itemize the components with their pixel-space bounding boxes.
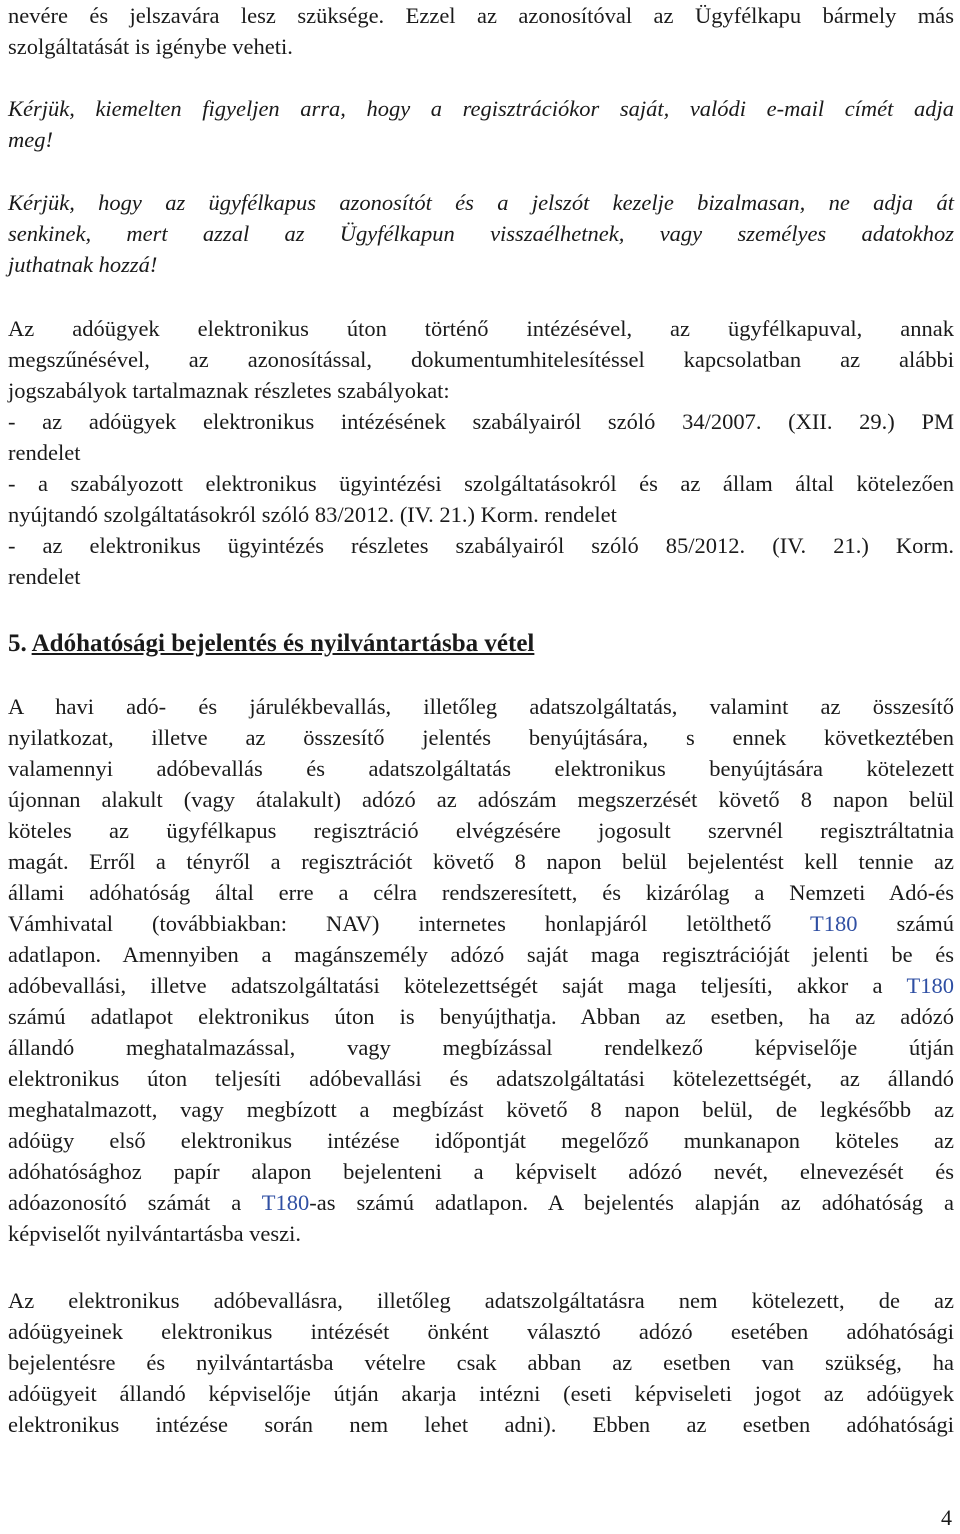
text-line: Kérjük, kiemelten figyeljen arra, hogy a regisztrációkor saját, valódi e-mail címét adja <box>8 96 954 121</box>
page-number: 4 <box>941 1505 952 1530</box>
text-line: nyújtandó szolgáltatásokról szóló 83/2012. (IV. 21.) Korm. rendelet <box>8 502 617 527</box>
text-line: rendelet <box>8 440 81 465</box>
text-line: állandó meghatalmazással, vagy megbízással rendelkező képviselője útján <box>8 1035 954 1060</box>
text-line: nevére és jelszavára lesz szüksége. Ezzel az azonosítóval az Ügyfélkapu bármely más <box>8 3 954 28</box>
legislation-item: - az elektronikus ügyintézés részletes szabályairól szóló 85/2012. (IV. 21.) Korm. <box>8 533 954 558</box>
text-line: senkinek, mert azzal az Ügyfélkapun visszaélhetnek, vagy személyes adatokhoz <box>8 221 954 246</box>
text-line: adóbevallási, illetve adatszolgáltatási kötelezettségét saját maga teljesíti, akkor a T180 <box>8 973 954 998</box>
t180-link[interactable]: T180 <box>906 973 954 998</box>
section-heading <box>8 628 534 660</box>
text-line: meghatalmazott, vagy megbízott a megbízást követő 8 napon belül, de legkésőbb az <box>8 1097 954 1122</box>
paragraph-email-warning <box>8 93 954 155</box>
text-line: elektronikus intézése során nem lehet adni). Ebben az esetben adóhatósági <box>8 1412 954 1437</box>
text-line: adóügy első elektronikus intézése időpontját megelőző munkanapon köteles az <box>8 1128 954 1153</box>
paragraph-ugyfelkapu-usage <box>8 0 954 62</box>
text-line: szolgáltatását is igénybe veheti. <box>8 34 293 59</box>
text-line: képviselőt nyilvántartásba veszi. <box>8 1221 302 1246</box>
text-line: nyilatkozat, illetve az összesítő jelentés benyújtására, s ennek következtében <box>8 725 954 750</box>
text-line: számú adatlapot elektronikus úton is benyújthatja. Abban az esetben, ha az adózó <box>8 1004 954 1029</box>
text-line: A havi adó- és járulékbevallás, illetőleg adatszolgáltatás, valamint az összesítő <box>8 694 954 719</box>
text-line: elektronikus úton teljesíti adóbevallási és adatszolgáltatási kötelezettségét, az állandó <box>8 1066 954 1091</box>
text-line: Kérjük, hogy az ügyfélkapus azonosítót és a jelszót kezelje bizalmasan, ne adja át <box>8 190 954 215</box>
text-line: Vámhivatal (továbbiakban: NAV) internetes honlapjáról letölthető T180 számú <box>8 911 955 936</box>
text-line: megszűnésével, az azonosítással, dokumentumhitelesítéssel kapcsolatban az alábbi <box>8 347 954 372</box>
text-line: adóhatósághoz papír alapon bejelenteni a képviselt adózó nevét, elnevezését és <box>8 1159 954 1184</box>
text-line: adóazonosító számát a T180-as számú adatlapon. A bejelentés alapján az adóhatóság a <box>8 1190 954 1215</box>
text-line: Az elektronikus adóbevallásra, illetőleg adatszolgáltatásra nem kötelezett, de az <box>8 1288 954 1313</box>
text-line: adatlapon. Amennyiben a magánszemély adózó saját maga regisztrációját jelenti be és <box>8 942 954 967</box>
section-number: 5. <box>8 630 27 657</box>
text-line: bejelentésre és nyilvántartásba vételre csak abban az esetben van szükség, ha <box>8 1350 954 1375</box>
text-line: adóügyeinek elektronikus intézését önként választó adózó esetében adóhatósági <box>8 1319 954 1344</box>
text-line: rendelet <box>8 564 81 589</box>
text-line: magát. Erről a tényről a regisztrációt követő 8 napon belül bejelentést kell tennie az <box>8 849 954 874</box>
t180-link[interactable]: T180 <box>809 911 858 936</box>
text-line: Az adóügyek elektronikus úton történő intézésével, az ügyfélkapuval, annak <box>8 316 954 341</box>
text-line: adóügyeit állandó képviselője útján akarja intézni (eseti képviseleti jogot az adóügyek <box>8 1381 954 1406</box>
text-line: köteles az ügyfélkapus regisztráció elvégzésére jogosult szervnél regisztráltatnia <box>8 818 954 843</box>
text-line: újonnan alakult (vagy átalakult) adózó az adószám megszerzését követő 8 napon belül <box>8 787 954 812</box>
text-line: állami adóhatóság által erre a célra rendszeresített, és kizárólag a Nemzeti Adó-és <box>8 880 954 905</box>
paragraph-password-warning <box>8 187 954 280</box>
paragraph-legislation <box>8 313 954 592</box>
paragraph-registration <box>8 691 954 1249</box>
text-line: valamennyi adóbevallás és adatszolgáltatás elektronikus benyújtására kötelezett <box>8 756 954 781</box>
legislation-item: - a szabályozott elektronikus ügyintézési szolgáltatásokról és az állam által kötelezően <box>8 471 954 496</box>
text-line: juthatnak hozzá! <box>8 252 158 277</box>
legislation-item: - az adóügyek elektronikus intézésének szabályairól szóló 34/2007. (XII. 29.) PM <box>8 409 954 434</box>
text-line: jogszabályok tartalmaznak részletes szabályokat: <box>8 378 450 403</box>
section-title: Adóhatósági bejelentés és nyilvántartásba vétel <box>31 630 535 657</box>
t180-link[interactable]: T180 <box>261 1190 310 1215</box>
paragraph-voluntary <box>8 1285 954 1440</box>
text-line: meg! <box>8 127 53 152</box>
